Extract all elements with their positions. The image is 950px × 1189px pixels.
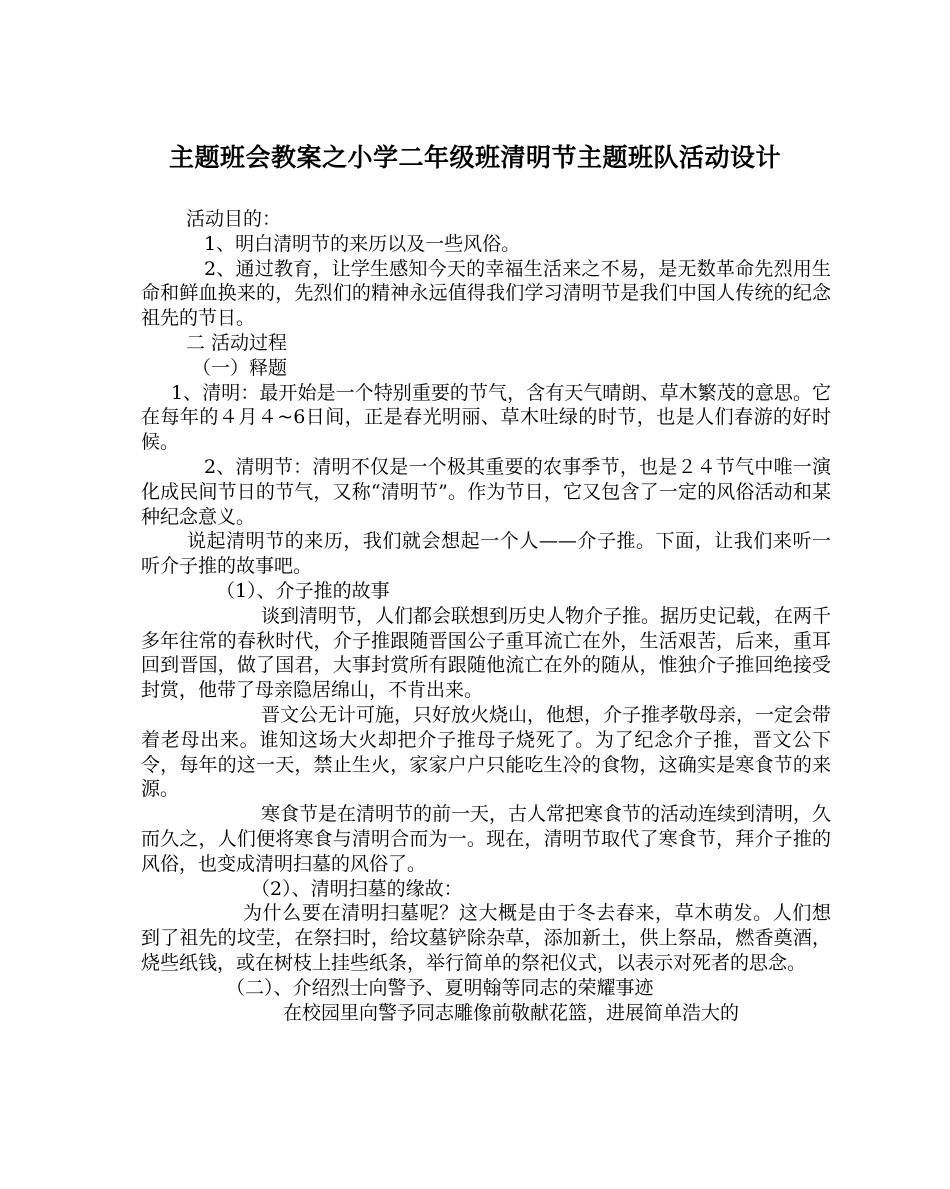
- story-heading-tomb-sweeping: （2）、清明扫墓的缘故：: [251, 877, 463, 900]
- paragraph-martyrs: 在校园里向警予同志雕像前敬献花篮，进展简单浩大的: [283, 1001, 740, 1024]
- page-title: 主题班会教案之小学二年级班清明节主题班队活动设计: [168, 143, 781, 172]
- paragraph-hanshi: 寒食节是在清明节的前一天，古人常把寒食节的活动连续到清明，久而久之，人们便将寒食与清明合而为一。现在，清明节取代了寒食节，拜介子推的风俗，也变成清明扫墓的风俗了。: [141, 803, 832, 875]
- document-body: [141, 207, 831, 1025]
- paragraph-qingming-festival: 2、清明节：清明不仅是一个极其重要的农事季节，也是２４节气中唯一演化成民间节日的节气，又称“清明节”。作为节日，它又包含了一定的风俗活动和某种纪念意义。: [141, 455, 831, 528]
- objective-item-2: 2、通过教育，让学生感知今天的幸福生活来之不易，是无数革命先烈用生命和鲜血换来的，先烈们的精神永远值得我们学习清明节是我们中国人传统的纪念祖先的节日。: [141, 257, 831, 330]
- objective-item-1: 1、明白清明节的来历以及一些风俗。: [204, 232, 521, 255]
- paragraph-jiezitui-intro: 说起清明节的来历，我们就会想起一个人——介子推。下面，让我们来听一听介子推的故事吧。: [141, 530, 831, 578]
- subsection-heading-explain: （一）释题: [192, 356, 288, 379]
- paragraph-qingming-term: 1、清明：最开始是一个特别重要的节气，含有天气晴朗、草木繁茂的意思。它在每年的４月４~6日间，正是春光明丽、草木吐绿的时节，也是人们春游的好时候。: [141, 381, 831, 454]
- story-heading-jiezitui: （1）、介子推的故事: [216, 579, 390, 602]
- paragraph-story-2: 晋文公无计可施，只好放火烧山，他想，介子推孝敬母亲，一定会带着老母出来。谁知这场大火却把介子推母子烧死了。为了纪念介子推，晋文公下令，每年的这一天，禁止生火，家家户户只能吃生冷的食物，这确实是寒食节的来源。: [141, 703, 832, 801]
- subsection-heading-martyrs: （二）、介绍烈士向警予、夏明翰等同志的荣耀事迹: [226, 976, 654, 999]
- paragraph-tomb-sweeping: 为什么要在清明扫墓呢？这大概是由于冬去春来，草木萌发。人们想到了祖先的坟茔，在祭扫时，给坟墓铲除杂草，添加新土，供上祭品，燃香奠酒，烧些纸钱，或在树枝上挂些纸条，举行简单的祭祀仪式，以表示对死者的思念。: [141, 902, 831, 974]
- paragraph-story-1: 谈到清明节，人们都会联想到历史人物介子推。据历史记载，在两千多年往常的春秋时代，介子推跟随晋国公子重耳流亡在外，生活艰苦，后来，重耳回到晋国，做了国君，大事封赏所有跟随他流亡在外的随从，惟独介子推回绝接受封赏，他带了母亲隐居绵山，不肯出来。: [141, 604, 832, 702]
- objectives-heading: 活动目的：: [186, 208, 282, 230]
- section-heading-process: 二 活动过程: [186, 331, 288, 354]
